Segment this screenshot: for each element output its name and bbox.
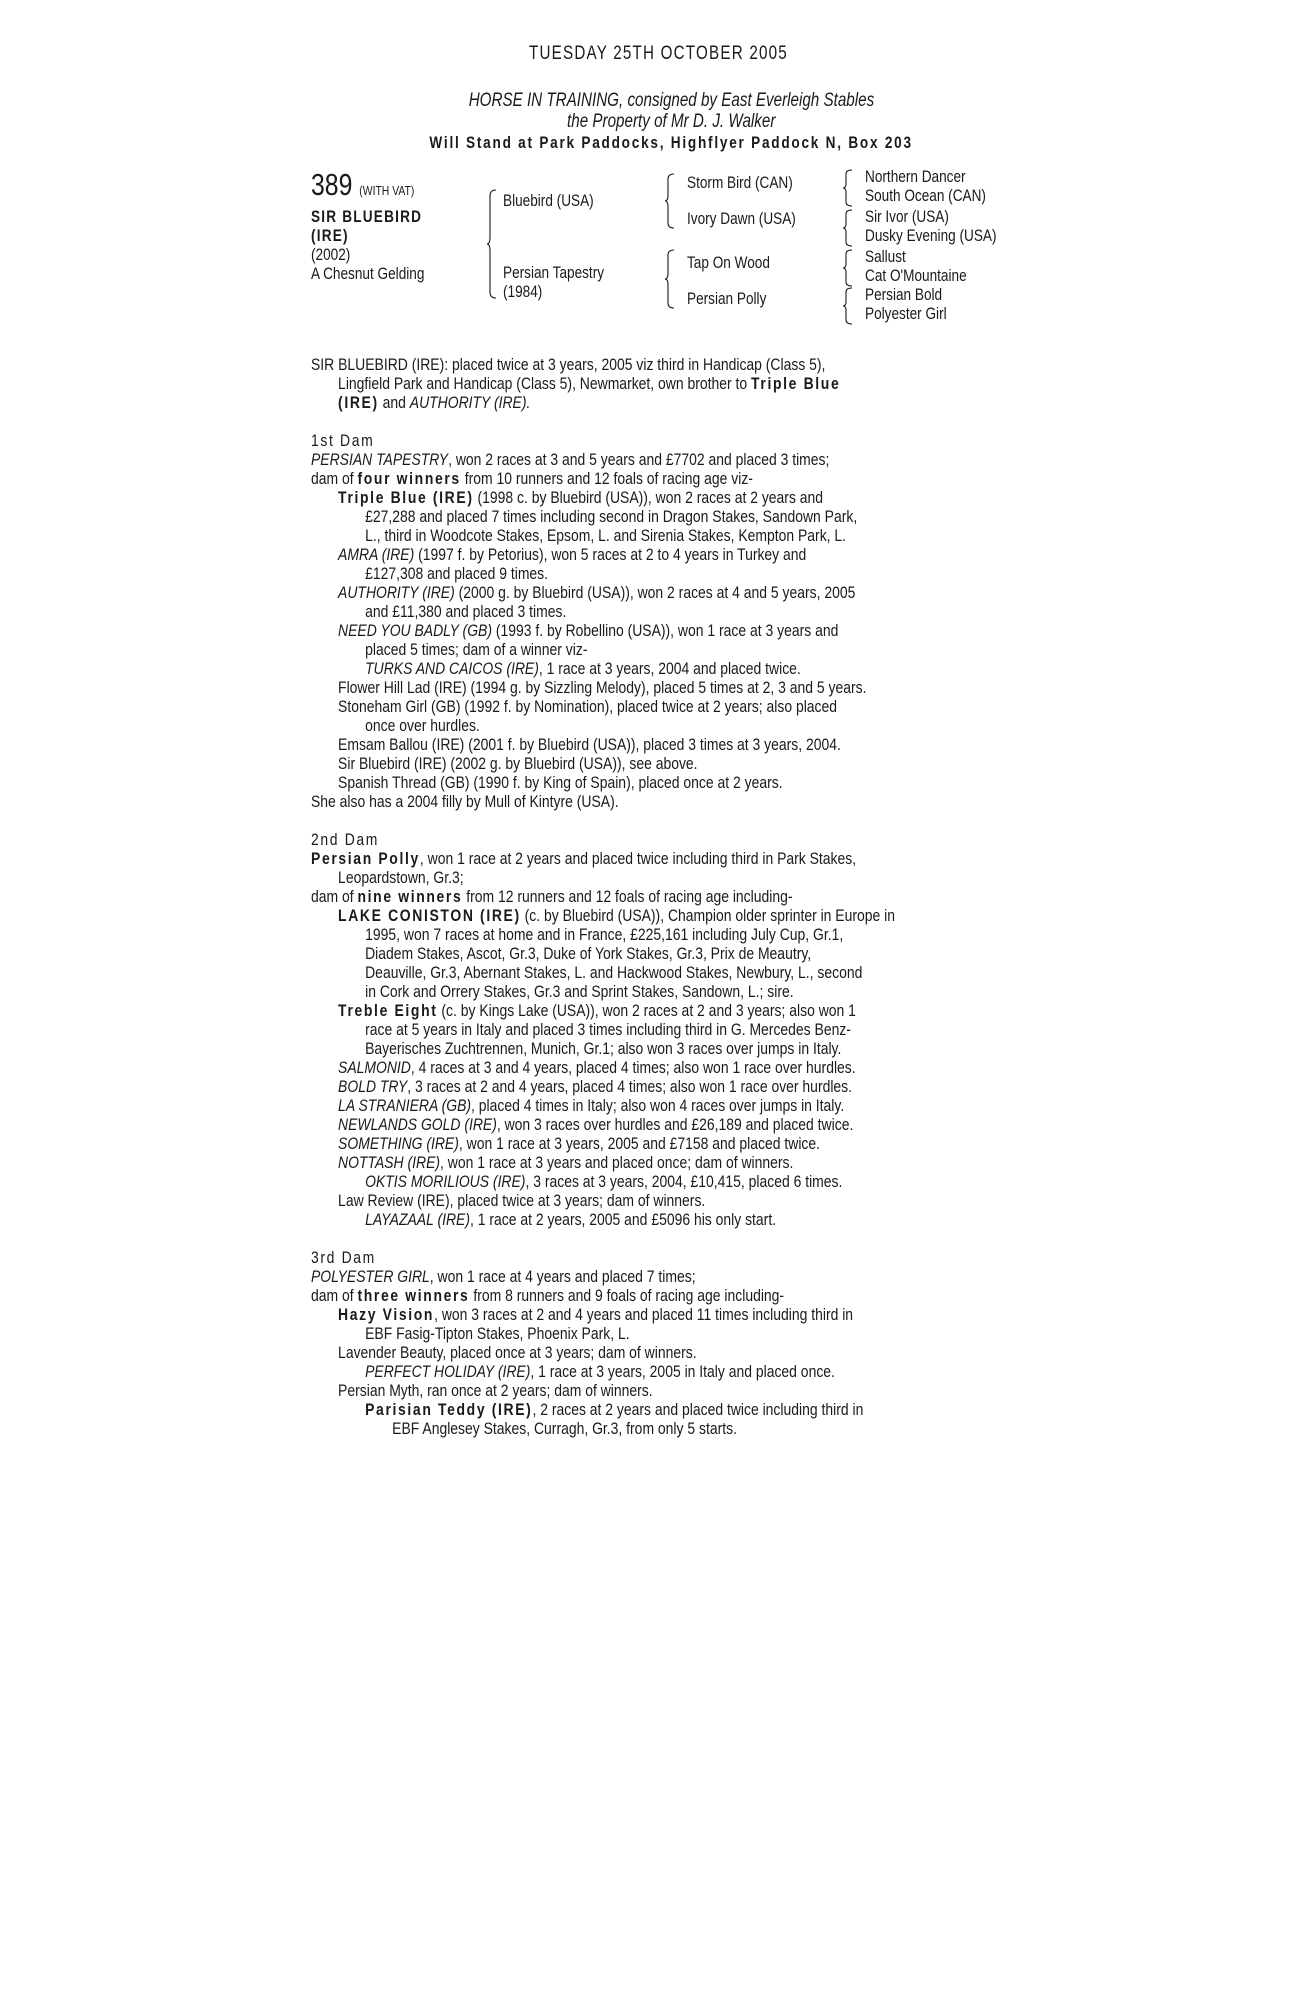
produce-line: Flower Hill Lad (IRE) (1994 g. by Sizzling Melody), placed 5 times at 2, 3 and 5 years. bbox=[338, 678, 867, 697]
produce-line: Lavender Beauty, placed once at 3 years; dam of winners. bbox=[338, 1343, 697, 1362]
produce-line: once over hurdles. bbox=[365, 716, 480, 735]
dam-line: dam of four winners from 10 runners and 12 foals of racing age viz- bbox=[311, 469, 753, 488]
section-heading: 3rd Dam bbox=[311, 1248, 376, 1267]
dam-line: POLYESTER GIRL, won 1 race at 4 years and placed 7 times; bbox=[311, 1267, 696, 1286]
sire-dam-dam: Dusky Evening (USA) bbox=[865, 226, 997, 245]
produce-line: LA STRANIERA (GB), placed 4 times in Italy; also won 4 races over jumps in Italy. bbox=[338, 1096, 845, 1115]
sire-sire: Storm Bird (CAN) bbox=[687, 173, 793, 192]
gen3-brace-3 bbox=[843, 249, 853, 287]
property-line: the Property of Mr D. J. Walker bbox=[566, 111, 776, 132]
dam: Persian Tapestry bbox=[503, 263, 605, 282]
produce-line: 1995, won 7 races at home and in France, £225,161 including July Cup, Gr.1, bbox=[365, 925, 844, 944]
dam-dam: Persian Polly bbox=[687, 289, 767, 308]
produce-line: Persian Myth, ran once at 2 years; dam of winners. bbox=[338, 1381, 653, 1400]
produce-line: Triple Blue (IRE) (1998 c. by Bluebird (USA)), won 2 races at 2 years and bbox=[338, 488, 824, 507]
dam-dam-sire: Persian Bold bbox=[865, 285, 943, 304]
produce-line: EBF Anglesey Stakes, Curragh, Gr.3, from only 5 starts. bbox=[392, 1419, 737, 1438]
produce-line: She also has a 2004 filly by Mull of Kintyre (USA). bbox=[311, 792, 619, 811]
produce-line: Hazy Vision, won 3 races at 2 and 4 years and placed 11 times including third in bbox=[338, 1305, 854, 1324]
sire-dam-sire: Sir Ivor (USA) bbox=[865, 207, 949, 226]
sire: Bluebird (USA) bbox=[503, 191, 594, 210]
dam-sire-sire: Sallust bbox=[865, 247, 906, 266]
produce-line: Stoneham Girl (GB) (1992 f. by Nomination), placed twice at 2 years; also placed bbox=[338, 697, 838, 716]
pedigree-table bbox=[311, 169, 1031, 339]
gen3-brace-1 bbox=[843, 169, 853, 207]
produce-line: Emsam Ballou (IRE) (2001 f. by Bluebird (USA)), placed 3 times at 3 years, 2004. bbox=[338, 735, 841, 754]
produce-line: AUTHORITY (IRE) (2000 g. by Bluebird (USA)), won 2 races at 4 and 5 years, 2005 bbox=[338, 583, 856, 602]
produce-line: race at 5 years in Italy and placed 3 times including third in G. Mercedes Benz- bbox=[365, 1020, 851, 1039]
catalogue-text bbox=[311, 355, 1031, 1438]
produce-line: Sir Bluebird (IRE) (2002 g. by Bluebird (USA)), see above. bbox=[338, 754, 698, 773]
produce-line: Spanish Thread (GB) (1990 f. by King of Spain), placed once at 2 years. bbox=[338, 773, 783, 792]
lot-entry bbox=[311, 44, 1031, 1438]
dam-sire-dam: Cat O'Mountaine bbox=[865, 266, 967, 285]
produce-line: Law Review (IRE), placed twice at 3 years; dam of winners. bbox=[338, 1191, 706, 1210]
produce-line: PERFECT HOLIDAY (IRE), 1 race at 3 years, 2005 in Italy and placed once. bbox=[365, 1362, 835, 1381]
produce-line: Deauville, Gr.3, Abernant Stakes, L. and Hackwood Stakes, Newbury, L., second bbox=[365, 963, 863, 982]
lot-header bbox=[311, 90, 1031, 153]
horse-suffix: (IRE) bbox=[311, 226, 349, 245]
intro-line: SIR BLUEBIRD (IRE): placed twice at 3 years, 2005 viz third in Handicap (Class 5), bbox=[311, 355, 826, 374]
lot-number: 389 (WITH VAT) bbox=[311, 167, 415, 202]
sire-sire-sire: Northern Dancer bbox=[865, 167, 966, 186]
produce-line: BOLD TRY, 3 races at 2 and 4 years, placed 4 times; also won 1 race over hurdles. bbox=[338, 1077, 853, 1096]
dam-year: (1984) bbox=[503, 282, 543, 301]
produce-line: and £11,380 and placed 3 times. bbox=[365, 602, 567, 621]
produce-line: TURKS AND CAICOS (IRE), 1 race at 3 years, 2004 and placed twice. bbox=[365, 659, 801, 678]
dam-parents-brace bbox=[665, 249, 675, 309]
produce-line: SALMONID, 4 races at 3 and 4 years, placed 4 times; also won 1 race over hurdles. bbox=[338, 1058, 856, 1077]
intro-line: (IRE) and AUTHORITY (IRE). bbox=[338, 393, 531, 412]
section-heading: 1st Dam bbox=[311, 431, 375, 450]
produce-line: OKTIS MORILIOUS (IRE), 3 races at 3 years, 2004, £10,415, placed 6 times. bbox=[365, 1172, 843, 1191]
sire-parents-brace bbox=[665, 173, 675, 229]
consignor-line: HORSE IN TRAINING, consigned by East Everleigh Stables bbox=[468, 90, 874, 111]
sire-dam-brace bbox=[487, 189, 497, 299]
produce-line: placed 5 times; dam of a winner viz- bbox=[365, 640, 588, 659]
produce-line: NEED YOU BADLY (GB) (1993 f. by Robellino (USA)), won 1 race at 3 years and bbox=[338, 621, 839, 640]
sale-date: TUESDAY 25TH OCTOBER 2005 bbox=[529, 43, 789, 64]
produce-line: LAKE CONISTON (IRE) (c. by Bluebird (USA)), Champion older sprinter in Europe in bbox=[338, 906, 895, 925]
dam-dam-dam: Polyester Girl bbox=[865, 304, 947, 323]
dam-line: PERSIAN TAPESTRY, won 2 races at 3 and 5 years and £7702 and placed 3 times; bbox=[311, 450, 830, 469]
produce-line: NOTTASH (IRE), won 1 race at 3 years and placed once; dam of winners. bbox=[338, 1153, 794, 1172]
produce-line: NEWLANDS GOLD (IRE), won 3 races over hurdles and £26,189 and placed twice. bbox=[338, 1115, 854, 1134]
gen3-brace-2 bbox=[843, 209, 853, 247]
produce-line: SOMETHING (IRE), won 1 race at 3 years, 2005 and £7158 and placed twice. bbox=[338, 1134, 821, 1153]
dam-line: Persian Polly, won 1 race at 2 years and placed twice including third in Park Stakes, bbox=[311, 849, 857, 868]
dam-line: Leopardstown, Gr.3; bbox=[338, 868, 464, 887]
produce-line: Treble Eight (c. by Kings Lake (USA)), won 2 races at 2 and 3 years; also won 1 bbox=[338, 1001, 856, 1020]
produce-line: LAYAZAAL (IRE), 1 race at 2 years, 2005 and £5096 his only start. bbox=[365, 1210, 777, 1229]
produce-line: EBF Fasig-Tipton Stakes, Phoenix Park, L. bbox=[365, 1324, 630, 1343]
sire-sire-dam: South Ocean (CAN) bbox=[865, 186, 986, 205]
produce-line: Bayerisches Zuchtrennen, Munich, Gr.1; also won 3 races over jumps in Italy. bbox=[365, 1039, 842, 1058]
horse-name: SIR BLUEBIRD bbox=[311, 207, 423, 226]
intro-line: Lingfield Park and Handicap (Class 5), Newmarket, own brother to Triple Blue bbox=[338, 374, 841, 393]
produce-line: £127,308 and placed 9 times. bbox=[365, 564, 549, 583]
produce-line: AMRA (IRE) (1997 f. by Petorius), won 5 races at 2 to 4 years in Turkey and bbox=[338, 545, 807, 564]
produce-line: £27,288 and placed 7 times including second in Dragon Stakes, Sandown Park, bbox=[365, 507, 858, 526]
stand-line: Will Stand at Park Paddocks, Highflyer Paddock N, Box 203 bbox=[429, 133, 913, 152]
dam-line: dam of three winners from 8 runners and 9 foals of racing age including- bbox=[311, 1286, 785, 1305]
horse-year: (2002) bbox=[311, 245, 351, 264]
produce-line: in Cork and Orrery Stakes, Gr.3 and Sprint Stakes, Sandown, L.; sire. bbox=[365, 982, 794, 1001]
dam-line: dam of nine winners from 12 runners and 12 foals of racing age including- bbox=[311, 887, 793, 906]
horse-description: A Chesnut Gelding bbox=[311, 264, 425, 283]
produce-line: L., third in Woodcote Stakes, Epsom, L. and Sirenia Stakes, Kempton Park, L. bbox=[365, 526, 847, 545]
section-heading: 2nd Dam bbox=[311, 830, 380, 849]
produce-line: Parisian Teddy (IRE), 2 races at 2 years and placed twice including third in bbox=[365, 1400, 864, 1419]
sire-dam: Ivory Dawn (USA) bbox=[687, 209, 796, 228]
dam-sire: Tap On Wood bbox=[687, 253, 770, 272]
gen3-brace-4 bbox=[843, 287, 853, 325]
produce-line: Diadem Stakes, Ascot, Gr.3, Duke of York Stakes, Gr.3, Prix de Meautry, bbox=[365, 944, 812, 963]
